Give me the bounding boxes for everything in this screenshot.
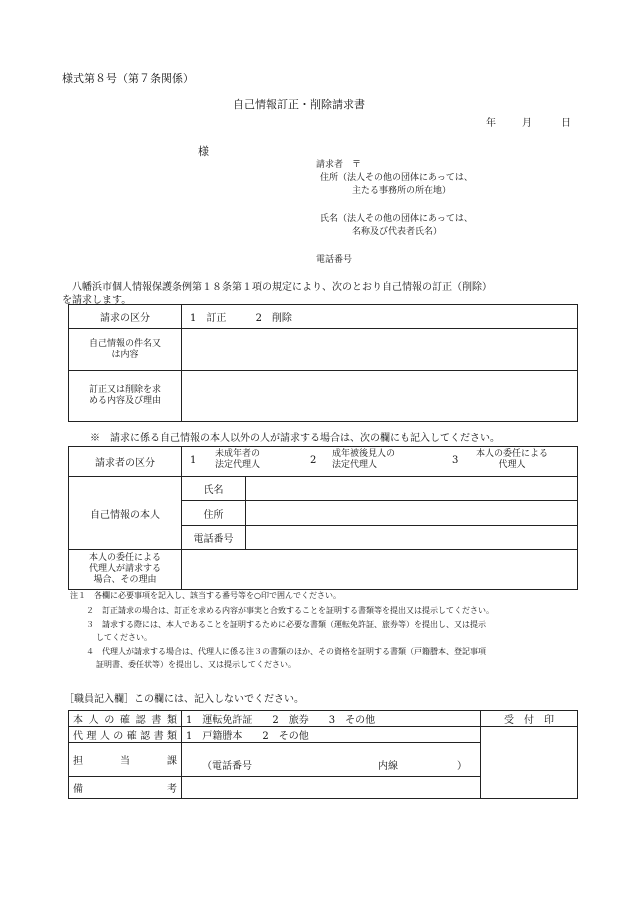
- option-correct[interactable]: 1 訂正: [190, 313, 227, 324]
- note-3a: ３ 請求する際には、本人であることを証明するために必要な書類（運転免許証、旅券等）を提出し、又は提示: [86, 620, 486, 629]
- principal-phone-label: 電話番号: [182, 526, 246, 550]
- requester-category-options[interactable]: [182, 447, 578, 477]
- dept-field[interactable]: [182, 743, 481, 777]
- phone-label: 電話番号: [316, 255, 353, 265]
- dept-label: 担 当 課: [69, 743, 182, 777]
- reason-label: 訂正又は削除を求 める内容及び理由: [69, 371, 182, 422]
- agent-table: [68, 446, 578, 590]
- principal-address-field[interactable]: [246, 501, 578, 526]
- reason-field[interactable]: [182, 371, 578, 422]
- intro-line1: 八幡浜市個人情報保護条例第１８条第１項の規定により、次のとおり自己情報の訂正（削除）: [72, 282, 492, 293]
- note-2: ２ 訂正請求の場合は、訂正を求める内容が事実と合致することを証明する書類等を提出又は提示してください。: [86, 606, 494, 615]
- note-1: 注１ 各欄に必要事項を記入し、該当する番号等を○印で囲んでください。: [70, 591, 341, 600]
- form-number: 様式第８号（第７条関係）: [62, 72, 194, 85]
- dept-phone-label: （電話番号: [202, 761, 252, 772]
- requester-label: 請求者 〒: [316, 160, 362, 170]
- remarks-label: 備 考: [69, 777, 182, 799]
- principal-name-field[interactable]: [246, 477, 578, 501]
- dept-close-paren: ）: [457, 761, 467, 772]
- subject-field[interactable]: [182, 329, 578, 371]
- date-year: 年: [486, 118, 496, 129]
- name-line2: 名称及び代表者氏名）: [352, 227, 443, 237]
- note-3b: してください。: [96, 633, 152, 642]
- cat-opt2-num[interactable]: 2: [310, 455, 317, 466]
- cat-opt1[interactable]: 未成年者の 法定代理人: [215, 449, 261, 470]
- staff-header: ［職員記入欄］この欄には、記入しないでください。: [64, 694, 304, 705]
- intro-line2: を請求します。: [62, 295, 132, 306]
- page-title: 自己情報訂正・削除請求書: [233, 98, 365, 111]
- cat-opt3[interactable]: 本人の委任による 代理人: [476, 449, 549, 470]
- address-line2: 主たる事務所の所在地）: [352, 186, 452, 196]
- id-doc-options[interactable]: 1 運転免許証 2 旅券 3 その他: [182, 711, 481, 727]
- principal-phone-field[interactable]: [246, 526, 578, 550]
- receipt-stamp-area: [481, 727, 578, 799]
- requester-category-label: 請求者の区分: [69, 447, 182, 477]
- option-delete[interactable]: 2 削除: [255, 313, 292, 324]
- staff-table: [68, 710, 578, 799]
- note-4a: ４ 代理人が請求する場合は、代理人に係る注３の書類のほか、その資格を証明する書類（戸籍謄本、登記事項: [86, 647, 486, 656]
- id-doc-label: 本人の確認書類: [69, 711, 182, 727]
- cat-opt1-num[interactable]: 1: [190, 455, 197, 466]
- name-line1: 氏名（法人その他の団体にあっては、: [320, 214, 473, 224]
- principal-name-label: 氏名: [182, 477, 246, 501]
- subject-label: 自己情報の件名又 は内容: [69, 329, 182, 371]
- principal-address-label: 住所: [182, 501, 246, 526]
- address-line1: 住所（法人その他の団体にあっては、: [320, 173, 473, 183]
- note-4b: 証明書、委任状等）を提出し、又は提示してください。: [96, 660, 296, 669]
- date-month: 月: [522, 118, 532, 129]
- cat-opt2[interactable]: 成年被後見人の 法定代理人: [332, 449, 396, 470]
- dept-ext-label: 内線: [378, 761, 398, 772]
- date-day: 日: [561, 118, 571, 129]
- request-category-options[interactable]: [182, 305, 578, 329]
- agent-doc-label: 代理人の確認書類: [69, 727, 182, 743]
- agent-doc-options[interactable]: 1 戸籍謄本 2 その他: [182, 727, 481, 743]
- request-category-label: 請求の区分: [69, 305, 182, 329]
- remarks-field[interactable]: [182, 777, 481, 799]
- agent-notice: ※ 請求に係る自己情報の本人以外の人が請求する場合は、次の欄にも記入してください。: [90, 433, 500, 444]
- delegation-field[interactable]: [182, 550, 578, 590]
- addressee: 様: [198, 145, 209, 158]
- delegation-label: 本人の委任による 代理人が請求する 場合、その理由: [69, 550, 182, 590]
- cat-opt3-num[interactable]: 3: [452, 455, 459, 466]
- principal-label: 自己情報の本人: [69, 477, 182, 550]
- receipt-stamp-label: 受 付 印: [481, 711, 578, 727]
- request-table: [68, 304, 578, 422]
